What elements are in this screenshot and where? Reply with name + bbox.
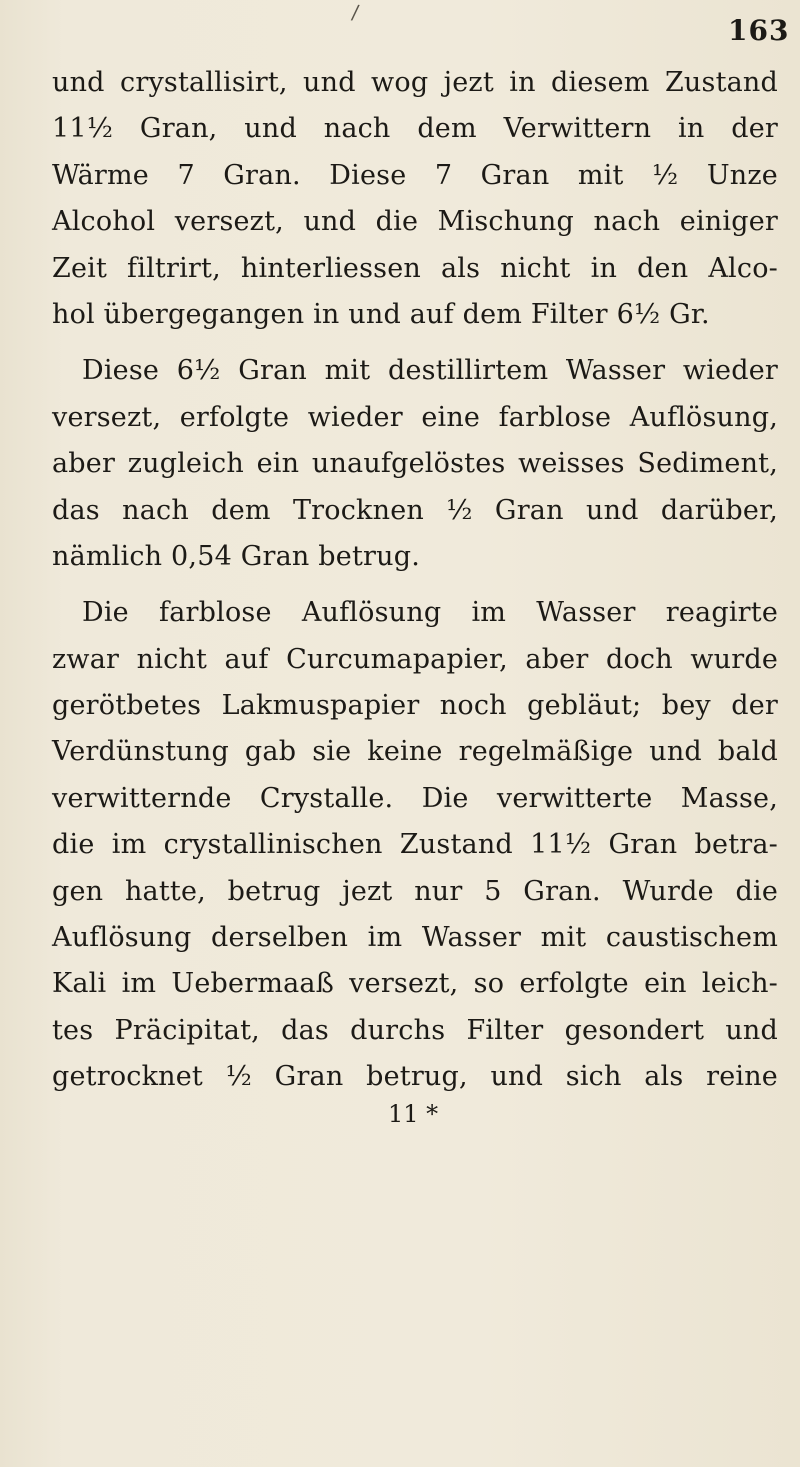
text-line: gerötbetes Lakmuspapier noch gebläut; bey der bbox=[52, 690, 778, 722]
text-line: nämlich 0,54 Gran betrug. bbox=[52, 540, 420, 572]
body-text bbox=[52, 60, 778, 1101]
paragraph-2 bbox=[52, 348, 778, 580]
text-line: Verdünstung gab sie keine regelmäßige und bald bbox=[52, 736, 778, 768]
text-line: getrocknet ½ Gran betrug, und sich als reine bbox=[52, 1061, 778, 1093]
text-line: Auflösung derselben im Wasser mit caustischem bbox=[52, 922, 778, 954]
text-line: Die farblose Auflösung im Wasser reagirte bbox=[82, 597, 778, 629]
text-line: versezt, erfolgte wieder eine farblose Auflösung, bbox=[52, 401, 778, 433]
paragraph-1 bbox=[52, 60, 778, 338]
text-line: zwar nicht auf Curcumapapier, aber doch wurde bbox=[52, 643, 778, 675]
text-line: Alcohol versezt, und die Mischung nach einiger bbox=[52, 206, 778, 238]
text-line: hol übergegangen in und auf dem Filter 6½ Gr. bbox=[52, 298, 710, 330]
text-line: Diese 6½ Gran mit destillirtem Wasser wieder bbox=[82, 355, 778, 387]
text-line: aber zugleich ein unaufgelöstes weisses Sediment, bbox=[52, 448, 778, 480]
corner-mark: / bbox=[350, 0, 361, 25]
text-line: die im crystallinischen Zustand 11½ Gran betra- bbox=[52, 829, 778, 861]
text-line: Wärme 7 Gran. Diese 7 Gran mit ½ Unze bbox=[52, 159, 778, 191]
text-line: verwitternde Crystalle. Die verwitterte Masse, bbox=[52, 782, 778, 814]
text-line: gen hatte, betrug jezt nur 5 Gran. Wurde die bbox=[52, 875, 778, 907]
text-line: Kali im Uebermaaß versezt, so erfolgte ein leich- bbox=[52, 968, 778, 1000]
signature-mark: 11 * bbox=[388, 1100, 439, 1128]
text-line: und crystallisirt, und wog jezt in diesem Zustand bbox=[52, 67, 778, 98]
text-line: das nach dem Trocknen ½ Gran und darüber, bbox=[52, 494, 778, 526]
text-line: 11½ Gran, und nach dem Verwittern in der bbox=[52, 113, 778, 145]
paragraph-3 bbox=[52, 590, 778, 1100]
text-line: tes Präcipitat, das durchs Filter gesondert und bbox=[52, 1014, 778, 1046]
page-number: 163 bbox=[728, 14, 790, 47]
text-line: Zeit filtrirt, hinterliessen als nicht in den Alco- bbox=[52, 252, 778, 284]
